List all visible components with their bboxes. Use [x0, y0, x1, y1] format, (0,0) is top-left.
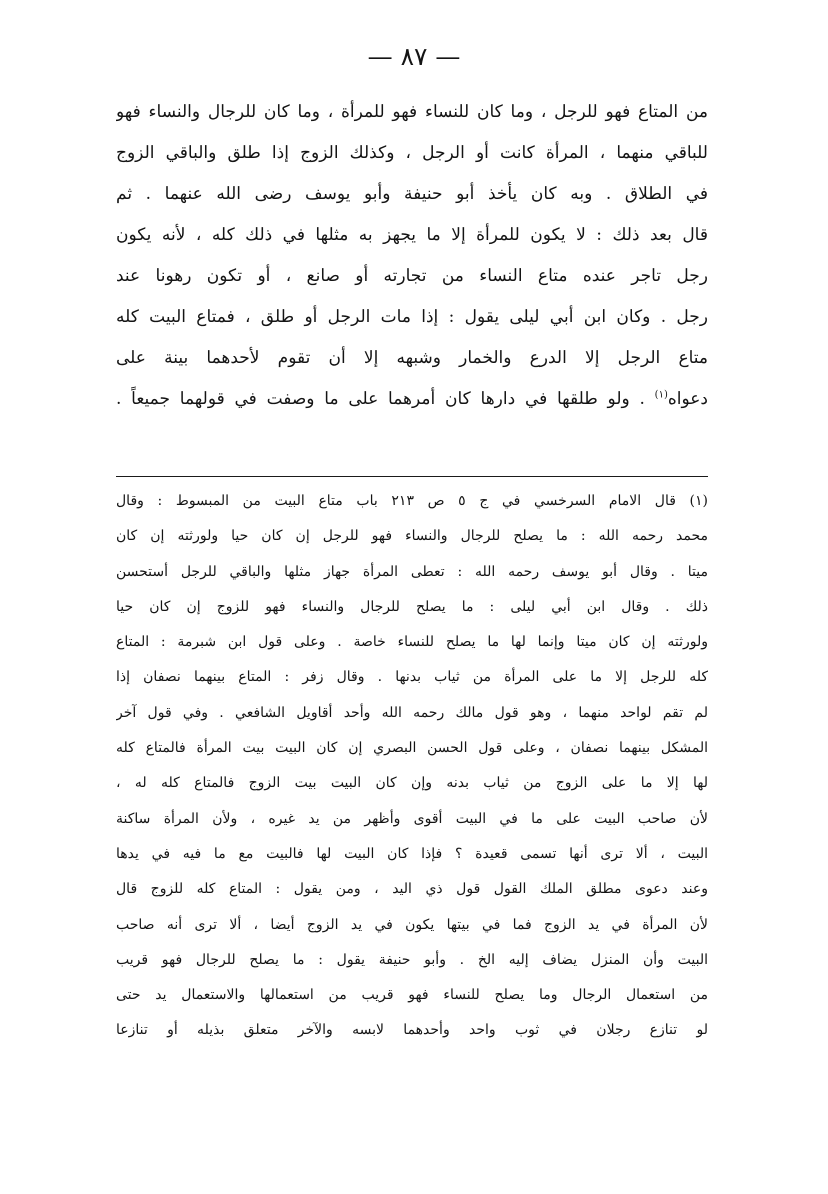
footnote-line: وعند دعوى مطلق الملك القول قول ذي اليد ، ومن يقول : المتاع كله للزوج قال	[116, 881, 708, 898]
main-text-line: رجل تاجر عنده متاع النساء من تجارته أو صانع ، أو تكون رهونا عند	[116, 266, 708, 286]
main-text-line: قال بعد ذلك : لا يكون للمرأة إلا ما يجهز به مثلها في ذلك كله ، لأنه يكون	[116, 225, 708, 245]
footnote-line: البيت ، ألا ترى أنها تسمى قعيدة ؟ فإذا كان البيت لها فالبيت مع ما فيه في يدها	[116, 845, 708, 862]
footnote-line: لها إلا ما على الزوج من ثياب بدنه وإن كان البيت بيت الزوج فالمتاع كله له ،	[116, 775, 708, 792]
main-text-block	[116, 92, 708, 420]
footnote-line: لو تنازع رجلان في ثوب واحد وأحدهما لابسه والآخر متعلق بذيله أو تنازعا	[116, 1022, 708, 1039]
footnote-line: لم تقم لواحد منهما ، وهو قول مالك رحمه الله وأحد أقاويل الشافعي . وفي قول آخر	[116, 704, 708, 721]
footnote-line: (١) قال الامام السرخسي في ج ٥ ص ٢١٣ باب متاع البيت من المبسوط : وقال	[116, 493, 708, 509]
main-text-line: متاع الرجل إلا الدرع والخمار وشبهه إلا أن تقوم لأحدهما بينة على	[116, 348, 708, 368]
footnote-line: ميتا . وقال أبو يوسف رحمه الله : تعطى المرأة جهاز مثلها والباقي للرجل أستحسن	[116, 563, 708, 580]
footnote-line: من استعمال الرجال وما يصلح للنساء فهو قريب من استعمالها والاستعمال يد حتى	[116, 987, 708, 1004]
footnote-line: المشكل بينهما نصفان ، وعلى قول الحسن البصري إن كان البيت بيت المرأة فالمتاع كله	[116, 740, 708, 757]
main-text-line-content: دعواه$^{(١)}$ . ولو طلقها في دارها كان أمرهما على ما وصفت في قولهما جميعاً .	[116, 389, 708, 409]
footnote-line: محمد رحمه الله : ما يصلح للرجال والنساء فهو للرجل إن كان حيا ولورثته إن كان	[116, 528, 708, 545]
footnote-line: ذلك . وقال ابن أبي ليلى : ما يصلح للرجال والنساء فهو للزوج إن كان حيا	[116, 598, 708, 615]
footnote-line: لأن صاحب البيت على ما في البيت أقوى وأظهر من يد غيره ، ولأن المرأة ساكنة	[116, 810, 708, 827]
main-text-line: في الطلاق . وبه كان يأخذ أبو حنيفة وأبو يوسف رضى الله عنهما . ثم	[116, 184, 708, 204]
footnote-block	[116, 484, 708, 1049]
footnote-reference-marker: (١)	[654, 389, 668, 401]
main-text-line: رجل . وكان ابن أبي ليلى يقول : إذا مات الرجل أو طلق ، فمتاع البيت كله	[116, 307, 708, 327]
footnote-divider	[116, 476, 708, 477]
main-text-line: للباقي منهما ، المرأة كانت أو الرجل ، وكذلك الزوج إذا طلق والباقي الزوج	[116, 143, 708, 163]
footnote-line: كله للرجل إلا ما على المرأة من ثياب بدنها . وقال زفر : المتاع بينهما نصفان إذا	[116, 669, 708, 686]
main-text-line: من المتاع فهو للرجل ، وما كان للنساء فهو للمرأة ، وما كان للرجال والنساء فهو	[116, 102, 708, 122]
footnote-line: لأن المرأة في يد الزوج فما في بيتها يكون في يد الزوج أيضا ، ألا ترى أنه صاحب	[116, 916, 708, 933]
main-text-line-last	[116, 379, 708, 420]
page-number: — ٨٧ —	[367, 42, 461, 71]
footnote-line: البيت وأن المنزل يضاف إليه الخ . وأبو حنيفة يقول : ما يصلح للرجال فهو قريب	[116, 951, 708, 968]
footnote-line: ولورثته إن كان ميتا وإنما لها ما يصلح للنساء خاصة . وعلى قول ابن شبرمة : المتاع	[116, 634, 708, 651]
